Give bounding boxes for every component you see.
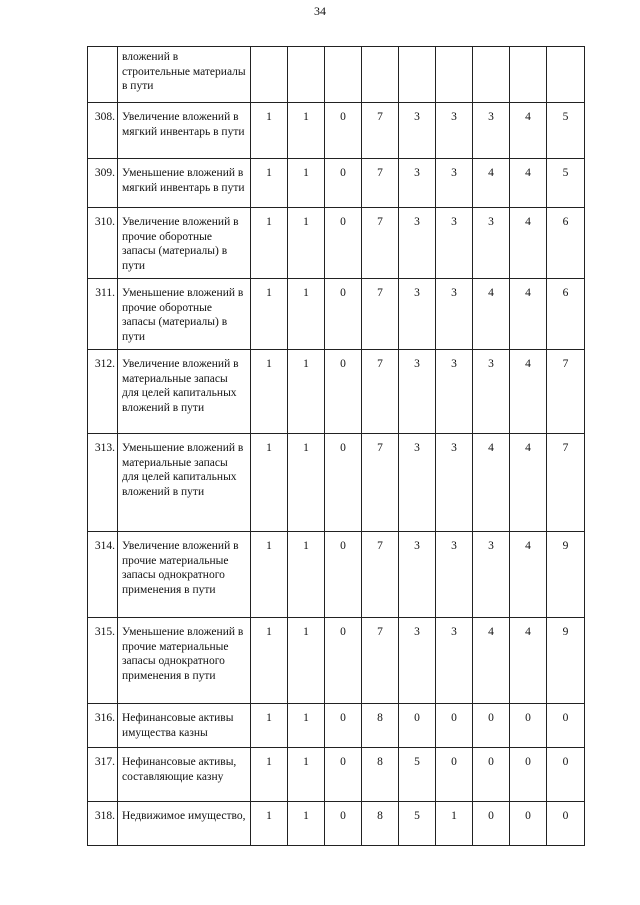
row-name: Нефинансовые активы, составляющие казну [118, 748, 251, 802]
code-digit-cell: 3 [436, 103, 473, 159]
code-digit-cell: 9 [547, 618, 585, 704]
code-digit-cell: 1 [288, 802, 325, 846]
table-row [88, 47, 585, 103]
code-digit-cell: 0 [325, 532, 362, 618]
code-digit-cell: 3 [473, 532, 510, 618]
code-digit-cell: 0 [473, 748, 510, 802]
code-digit-cell [436, 47, 473, 103]
code-digit-cell: 1 [288, 748, 325, 802]
table-row [88, 434, 585, 532]
code-digit-cell: 1 [251, 748, 288, 802]
table-row [88, 802, 585, 846]
code-digit-cell: 0 [547, 704, 585, 748]
code-digit-cell: 3 [436, 279, 473, 350]
code-digit-cell: 3 [436, 532, 473, 618]
row-number: 317. [88, 748, 118, 802]
table-row [88, 748, 585, 802]
code-digit-cell: 3 [436, 434, 473, 532]
table-row [88, 532, 585, 618]
row-name: Увеличение вложений в материальные запасы для целей капитальных вложений в пути [118, 350, 251, 434]
code-digit-cell: 1 [251, 159, 288, 208]
row-number: 316. [88, 704, 118, 748]
code-digit-cell: 7 [362, 103, 399, 159]
row-number: 312. [88, 350, 118, 434]
row-number: 309. [88, 159, 118, 208]
code-digit-cell [251, 47, 288, 103]
code-digit-cell [399, 47, 436, 103]
code-digit-cell: 1 [288, 208, 325, 279]
row-name: Уменьшение вложений в материальные запасы для целей капитальных вложений в пути [118, 434, 251, 532]
code-digit-cell: 1 [288, 350, 325, 434]
code-digit-cell: 7 [362, 159, 399, 208]
row-number [88, 47, 118, 103]
code-digit-cell: 4 [510, 350, 547, 434]
code-digit-cell: 3 [436, 208, 473, 279]
code-digit-cell: 4 [473, 434, 510, 532]
row-name: Уменьшение вложений в прочие оборотные запасы (материалы) в пути [118, 279, 251, 350]
code-digit-cell: 0 [473, 802, 510, 846]
code-digit-cell: 4 [510, 103, 547, 159]
code-digit-cell: 8 [362, 802, 399, 846]
code-digit-cell: 7 [362, 350, 399, 434]
code-digit-cell: 5 [547, 103, 585, 159]
code-digit-cell: 0 [325, 208, 362, 279]
code-digit-cell: 3 [473, 208, 510, 279]
code-digit-cell: 7 [362, 208, 399, 279]
code-digit-cell: 1 [288, 618, 325, 704]
accounts-table [87, 46, 585, 846]
code-digit-cell: 3 [436, 618, 473, 704]
code-digit-cell: 4 [473, 159, 510, 208]
code-digit-cell: 4 [473, 279, 510, 350]
code-digit-cell: 1 [251, 532, 288, 618]
code-digit-cell: 1 [251, 802, 288, 846]
code-digit-cell: 0 [510, 802, 547, 846]
code-digit-cell [288, 47, 325, 103]
code-digit-cell: 1 [288, 704, 325, 748]
code-digit-cell: 0 [436, 704, 473, 748]
code-digit-cell: 0 [436, 748, 473, 802]
code-digit-cell: 3 [436, 350, 473, 434]
row-name: Нефинансовые активы имущества казны [118, 704, 251, 748]
code-digit-cell [325, 47, 362, 103]
code-digit-cell: 9 [547, 532, 585, 618]
code-digit-cell: 4 [510, 434, 547, 532]
code-digit-cell [473, 47, 510, 103]
code-digit-cell: 8 [362, 748, 399, 802]
row-name: вложений в строительные материалы в пути [118, 47, 251, 103]
code-digit-cell: 0 [547, 802, 585, 846]
code-digit-cell: 0 [325, 103, 362, 159]
code-digit-cell: 0 [325, 748, 362, 802]
code-digit-cell: 3 [399, 532, 436, 618]
code-digit-cell: 0 [473, 704, 510, 748]
code-digit-cell: 1 [288, 434, 325, 532]
row-name: Недвижимое имущество, [118, 802, 251, 846]
table-row [88, 159, 585, 208]
code-digit-cell: 6 [547, 279, 585, 350]
table-row [88, 279, 585, 350]
code-digit-cell: 3 [473, 350, 510, 434]
row-name: Увеличение вложений в прочие материальные запасы однократного применения в пути [118, 532, 251, 618]
code-digit-cell: 8 [362, 704, 399, 748]
code-digit-cell: 7 [362, 434, 399, 532]
code-digit-cell: 3 [399, 159, 436, 208]
row-number: 314. [88, 532, 118, 618]
code-digit-cell: 4 [510, 532, 547, 618]
code-digit-cell: 3 [399, 618, 436, 704]
row-name: Уменьшение вложений в мягкий инвентарь в пути [118, 159, 251, 208]
code-digit-cell: 3 [399, 103, 436, 159]
code-digit-cell: 7 [547, 434, 585, 532]
table-row [88, 208, 585, 279]
code-digit-cell: 0 [325, 802, 362, 846]
code-digit-cell: 0 [510, 748, 547, 802]
code-digit-cell: 1 [436, 802, 473, 846]
page-number: 34 [314, 4, 326, 18]
code-digit-cell: 1 [251, 208, 288, 279]
row-number: 315. [88, 618, 118, 704]
row-number: 313. [88, 434, 118, 532]
code-digit-cell [362, 47, 399, 103]
code-digit-cell: 3 [399, 279, 436, 350]
code-digit-cell: 6 [547, 208, 585, 279]
code-digit-cell: 3 [399, 208, 436, 279]
code-digit-cell: 3 [399, 434, 436, 532]
table-body [88, 47, 585, 846]
code-digit-cell: 4 [510, 279, 547, 350]
code-digit-cell: 1 [251, 103, 288, 159]
row-name: Увеличение вложений в прочие оборотные запасы (материалы) в пути [118, 208, 251, 279]
code-digit-cell: 0 [325, 159, 362, 208]
table-row [88, 618, 585, 704]
table-row [88, 350, 585, 434]
code-digit-cell: 1 [251, 704, 288, 748]
code-digit-cell: 1 [251, 350, 288, 434]
code-digit-cell: 3 [399, 350, 436, 434]
code-digit-cell: 3 [473, 103, 510, 159]
code-digit-cell: 0 [399, 704, 436, 748]
code-digit-cell: 0 [325, 704, 362, 748]
table-row [88, 103, 585, 159]
code-digit-cell: 4 [510, 208, 547, 279]
code-digit-cell: 0 [510, 704, 547, 748]
code-digit-cell: 1 [288, 532, 325, 618]
code-digit-cell: 5 [399, 802, 436, 846]
row-name: Уменьшение вложений в прочие материальные запасы однократного применения в пути [118, 618, 251, 704]
code-digit-cell: 1 [251, 434, 288, 532]
code-digit-cell: 0 [325, 618, 362, 704]
code-digit-cell: 7 [362, 279, 399, 350]
code-digit-cell: 4 [510, 618, 547, 704]
row-number: 308. [88, 103, 118, 159]
row-number: 318. [88, 802, 118, 846]
code-digit-cell: 0 [325, 434, 362, 532]
code-digit-cell: 7 [362, 532, 399, 618]
code-digit-cell: 1 [251, 279, 288, 350]
code-digit-cell: 4 [473, 618, 510, 704]
code-digit-cell [510, 47, 547, 103]
row-number: 311. [88, 279, 118, 350]
code-digit-cell: 4 [510, 159, 547, 208]
code-digit-cell: 1 [288, 159, 325, 208]
code-digit-cell: 3 [436, 159, 473, 208]
table-row [88, 704, 585, 748]
code-digit-cell: 5 [547, 159, 585, 208]
code-digit-cell: 1 [251, 618, 288, 704]
code-digit-cell: 7 [362, 618, 399, 704]
code-digit-cell: 1 [288, 103, 325, 159]
code-digit-cell: 5 [399, 748, 436, 802]
code-digit-cell: 0 [325, 279, 362, 350]
row-name: Увеличение вложений в мягкий инвентарь в пути [118, 103, 251, 159]
row-number: 310. [88, 208, 118, 279]
code-digit-cell: 7 [547, 350, 585, 434]
code-digit-cell [547, 47, 585, 103]
code-digit-cell: 0 [547, 748, 585, 802]
code-digit-cell: 0 [325, 350, 362, 434]
code-digit-cell: 1 [288, 279, 325, 350]
